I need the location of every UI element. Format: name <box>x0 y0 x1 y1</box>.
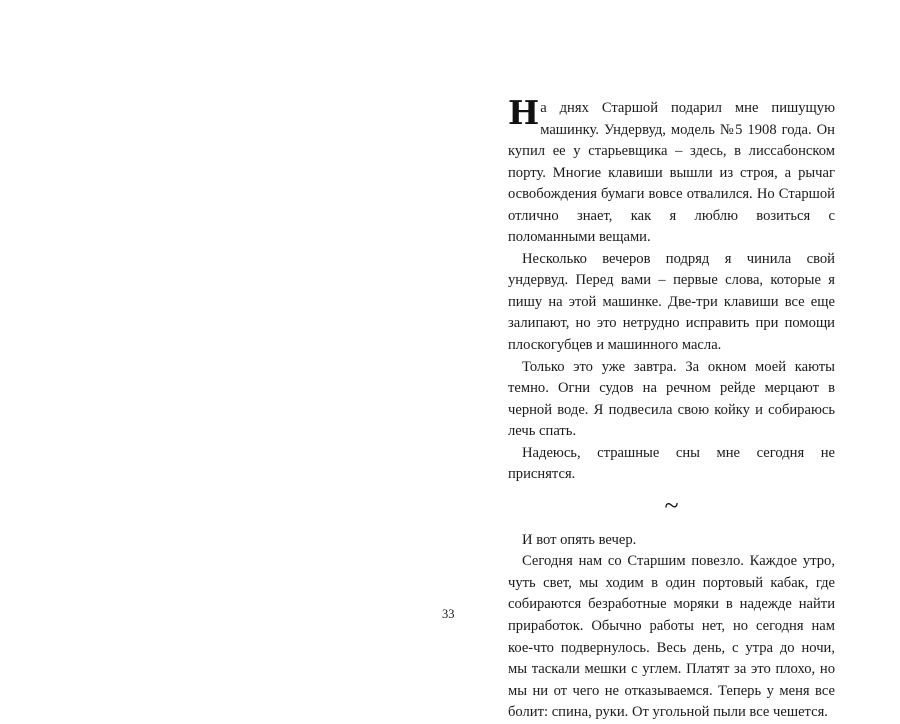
left-page-blank <box>0 0 450 675</box>
page-number <box>0 607 455 622</box>
right-page <box>450 0 900 721</box>
paragraph-4: Надеюсь, страшные сны мне сегодня не приснятся. <box>508 444 835 483</box>
paragraph-1-text: а днях Старшой подарил мне пишущую машинку. Ундервуд, модель №5 1908 года. Он купил ее у старьевщика – здесь, в лиссабонском порту. Многие клавиши вышли из строя, а рычаг освобождения бумаги вовсе отвалился. Но Старшой отлично знает, как я люблю возиться с поломанными вещами. <box>508 100 835 246</box>
paragraph-1 <box>508 93 835 249</box>
page-number-text: 33 <box>442 607 455 621</box>
body-text <box>508 93 835 724</box>
paragraph-6: Сегодня нам со Старшим повезло. Каждое утро, чуть свет, мы ходим в один портовый кабак, где собираются безработные моряки в надежде найти приработок. Обычно работы нет, но сегодня нам кое-что подвернулось. Весь день, с утра до ночи, мы таскали мешки с углем. Платят за это плохо, но мы ни от чего не отказываемся. Теперь у меня все болит: спина, руки. От угольной пыли все чешется. <box>508 553 835 721</box>
paragraph-3: Только это уже завтра. За окном моей каюты темно. Огни судов на речном рейде мерцают в черной воде. Я подвесила свою койку и собираюсь лечь спать. <box>508 358 835 440</box>
paragraph-2: Несколько вечеров подряд я чинила свой ундервуд. Перед вами – первые слова, которые я пишу на этой машинке. Две-три клавиши все еще залипают, но это нетрудно исправить при помощи плоскогубцев и машинного масла. <box>508 250 835 354</box>
section-break-ornament: ~ <box>664 490 679 520</box>
drop-cap: Н <box>508 93 540 132</box>
paragraph-5: И вот опять вечер. <box>522 531 637 548</box>
